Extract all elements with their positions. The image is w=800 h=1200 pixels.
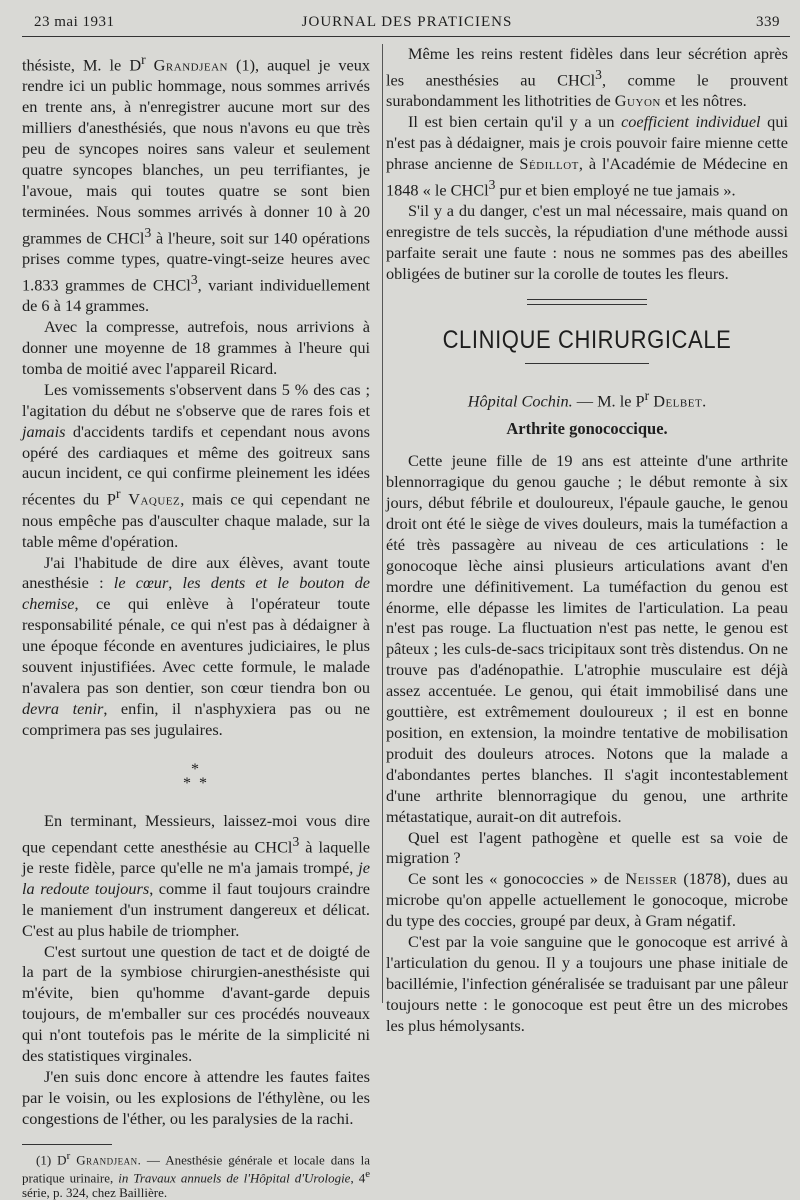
header-page-number: 339	[756, 14, 780, 30]
article-title: Arthrite gonococcique.	[506, 419, 668, 439]
paragraph: S'il y a du danger, c'est un mal nécessaire, mais quand on enregistre de tels succès, la répudiation d'une méthode aussi parfaite serait une faute : nous ne sommes pas des abeilles obligées de butiner sur la corolle de toutes les fleurs.	[386, 201, 788, 283]
paragraph: Quel est l'agent pathogène et quelle est sa voie de migration ?	[386, 827, 788, 868]
paragraph: Ce sont les « gonococcies » de Neisser (1878), dues au microbe qu'on appelle actuellement le gonocoque, microbe du type des coccies, groupé par deux, à Gram négatif.	[386, 869, 788, 931]
paragraph: En terminant, Messieurs, laissez-moi vous dire que cependant cette anesthésie au CHCl$^3$ à laquelle je reste fidèle, parce qu'elle ne m'a jamais trompé, je la redoute toujours, comme il faut toujours craindre le maniement d'un instrument dangereux et délicat. C'est au plus habile de triompher.	[22, 810, 370, 940]
paragraph: Avec la compresse, autrefois, nous arrivions à donner une moyenne de 18 grammes à l'heure qui tomba de moitié avec l'appareil Ricard.	[22, 317, 370, 378]
right-column	[386, 44, 788, 1037]
paragraph: thésiste, M. le $D^r$ Grandjean (1), auquel je veux rendre ici un public hommage, nous sommes arrivés en trente ans, à n'enregistrer aucune mort sur des milliers d'anesthésiés, que nous n'avons eu que très peu de syncopes noires sans valeur et seulement quatre syncopes blanches, un peu terrifiantes, je l'avoue, mais qui toutes quatre se sont bien terminées. Nous sommes arrivés à donner 10 à 20 grammes de CHCl$^3$ à l'heure, soit sur 140 opérations prises comme types, quatre-vingt-seize heures avec 1.833 grammes de CHCl$^3$, variant individuellement de 6 à 14 grammes.	[22, 52, 371, 316]
paragraph: C'est par la voie sanguine que le gonocoque est arrivé à l'articulation du genou. Il y a toujours une phase initiale de bacillémie, l'infection généralisée se traduisant par une pâleur toujours nette : le gonocoque est peut être un des microbes les plus hémolysants.	[386, 932, 788, 1035]
article-byline: Hôpital Cochin. — M. le $P^r$ Delbet.	[467, 387, 707, 411]
paragraph: C'est surtout une question de tact et de doigté de la part de la symbiose chirurgien-anesthésiste qui m'évite, bien qu'homme d'avant-garde depuis toujours, de m'emballer sur ces procédés nouveaux qui n'ont toutefois pas le mérite de la simplicité ni des statistiques virginales.	[22, 941, 370, 1066]
paragraph: Les vomissements s'observent dans 5 % des cas ; l'agitation du début ne s'observe que de rares fois et jamais d'accidents tardifs et cependant nous avons opéré des cardiaques et même des goitreux sans aucun incident, ce qui confirme pleinement les idées récentes du $P^r$ Vaquez, mais ce qui cependant ne nous empêche pas d'ausculter chaque malade, sur la table même d'opération.	[22, 379, 370, 551]
column-divider	[382, 44, 383, 1003]
paragraph: Il est bien certain qu'il y a un coefficient individuel qui n'est pas à dédaigner, mais je crois pouvoir faire mienne cette phrase ancienne de Sédillot, à l'Académie de Médecine en 1848 « le CHCl$^3$ pur et bien employé ne tue jamais ».	[386, 112, 788, 200]
paragraph: J'ai l'habitude de dire aux élèves, avant toute anesthésie : le cœur, les dents et le bouton de chemise, ce qui enlève à l'opérateur toute responsabilité pénale, ce qui n'est pas à dédaigner à une époque féconde en aventures judiciaires, le plus souvent injustifiées. Avec cette formule, le malade n'avalera pas son dentier, son cœur tiendra bon ou devra tenir, enfin, il n'asphyxiera pas ou ne comprimera pas ses jugulaires.	[22, 552, 371, 739]
double-rule-ornament	[527, 299, 647, 307]
left-column	[22, 50, 370, 1200]
running-header	[34, 14, 780, 36]
paragraph: J'en suis donc encore à attendre les fautes faites par le voisin, ou les explosions de l'éthylène, ou les congestions de l'éther, ou les paralysies de la rachi.	[22, 1066, 370, 1128]
section-title: CLINIQUE CHIRURGICALE	[442, 324, 732, 354]
header-rule	[22, 36, 790, 37]
paragraph: Même les reins restent fidèles dans leur sécrétion après les anesthésies au CHCl$^3$, comme le prouvent surabondamment les lithotrities de Guyon et les nôtres.	[386, 44, 788, 111]
title-underline	[525, 363, 649, 364]
header-journal-title: JOURNAL DES PRATICIENS	[301, 14, 513, 30]
footnote-rule	[22, 1144, 112, 1145]
footnote: (1) $D^r$ Grandjean. — Anesthésie générale et locale dans la pratique urinaire, in Travaux annuels de l'Hôpital d'Urologie, 4e série, p. 324, chez Baillière.	[22, 1149, 370, 1200]
section-break-asterisks: * * *	[183, 760, 209, 792]
paragraph: Cette jeune fille de 19 ans est atteinte d'une arthrite blennorragique du genou gauche ; le début remonte à six jours, début fébrile et douloureux, l'épaule gauche, le genou droit ont été le siège de vives douleurs, mais la tuméfaction a été très passagère au niveau de ces articulations : le gonocoque lèche ainsi plusieurs articulations avant d'en mordre une définitivement. La tuméfaction du genou est énorme, elle dépasse les limites de l'articulation. La peau n'est pas rouge. La fluctuation n'est pas nette, le genou est pâteux ; les culs-de-sacs tricipitaux sont très distendus. On ne trouve pas d'adénopathie. L'atrophie musculaire est déjà assez accentuée. Le genou, qui était immobilisé dans une gouttière, est extrêmement douloureux ; il est en bonne position, en extension, la moindre tentative de mobilisation produit des douleurs atroces. Notons que la malade a d'abondantes pertes blanches. Il s'agit incontestablement d'une arthrite blennorragique du genou, une arthrite métastatique, aurait-on dit autrefois.	[386, 451, 788, 826]
header-date: 23 mai 1931	[34, 14, 115, 30]
